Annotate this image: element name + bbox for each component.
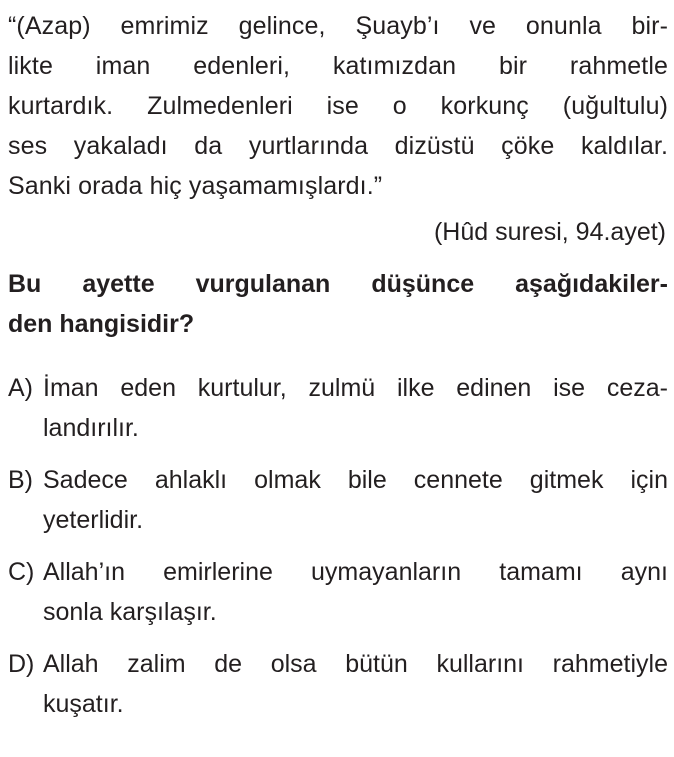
option-d[interactable] xyxy=(8,644,668,724)
option-text xyxy=(43,644,668,724)
passage-source: (Hûd suresi, 94.ayet) xyxy=(433,218,666,246)
option-line: Allah zalim de olsa bütün kullarını rahmetiyle xyxy=(43,650,668,678)
option-letter: B) xyxy=(8,466,33,494)
option-text xyxy=(43,460,668,540)
passage-line: Sanki orada hiç yaşamamışlardı.” xyxy=(8,172,383,200)
option-b[interactable] xyxy=(8,460,668,540)
option-letter: C) xyxy=(8,558,35,586)
option-letter: D) xyxy=(8,650,35,678)
question-line: Bu ayette vurgulanan düşünce aşağıdakiler- xyxy=(8,270,668,298)
option-line: landırılır. xyxy=(43,414,139,442)
option-letter: A) xyxy=(8,374,33,402)
question-stem xyxy=(8,264,668,344)
ayah-passage xyxy=(8,6,668,206)
option-c[interactable] xyxy=(8,552,668,632)
passage-line: kurtardık. Zulmedenleri ise o korkunç (uğultulu) xyxy=(8,92,668,120)
passage-line: “(Azap) emrimiz gelince, Şuayb’ı ve onunla bir- xyxy=(8,12,668,40)
option-text xyxy=(43,552,668,632)
passage-line: ses yakaladı da yurtlarında dizüstü çöke kaldılar. xyxy=(8,132,668,160)
question-page xyxy=(8,6,668,736)
option-line: sonla karşılaşır. xyxy=(43,598,217,626)
option-line: kuşatır. xyxy=(43,690,124,718)
answer-options xyxy=(8,368,668,724)
option-line: yeterlidir. xyxy=(43,506,144,534)
question-line: den hangisidir? xyxy=(8,310,195,338)
option-text xyxy=(43,368,668,448)
option-line: Sadece ahlaklı olmak bile cennete gitmek için xyxy=(43,466,668,494)
option-a[interactable] xyxy=(8,368,668,448)
passage-line: likte iman edenleri, katımızdan bir rahmetle xyxy=(8,52,668,80)
option-line: Allah’ın emirlerine uymayanların tamamı aynı xyxy=(43,558,668,586)
option-line: İman eden kurtulur, zulmü ilke edinen ise ceza- xyxy=(43,374,668,402)
